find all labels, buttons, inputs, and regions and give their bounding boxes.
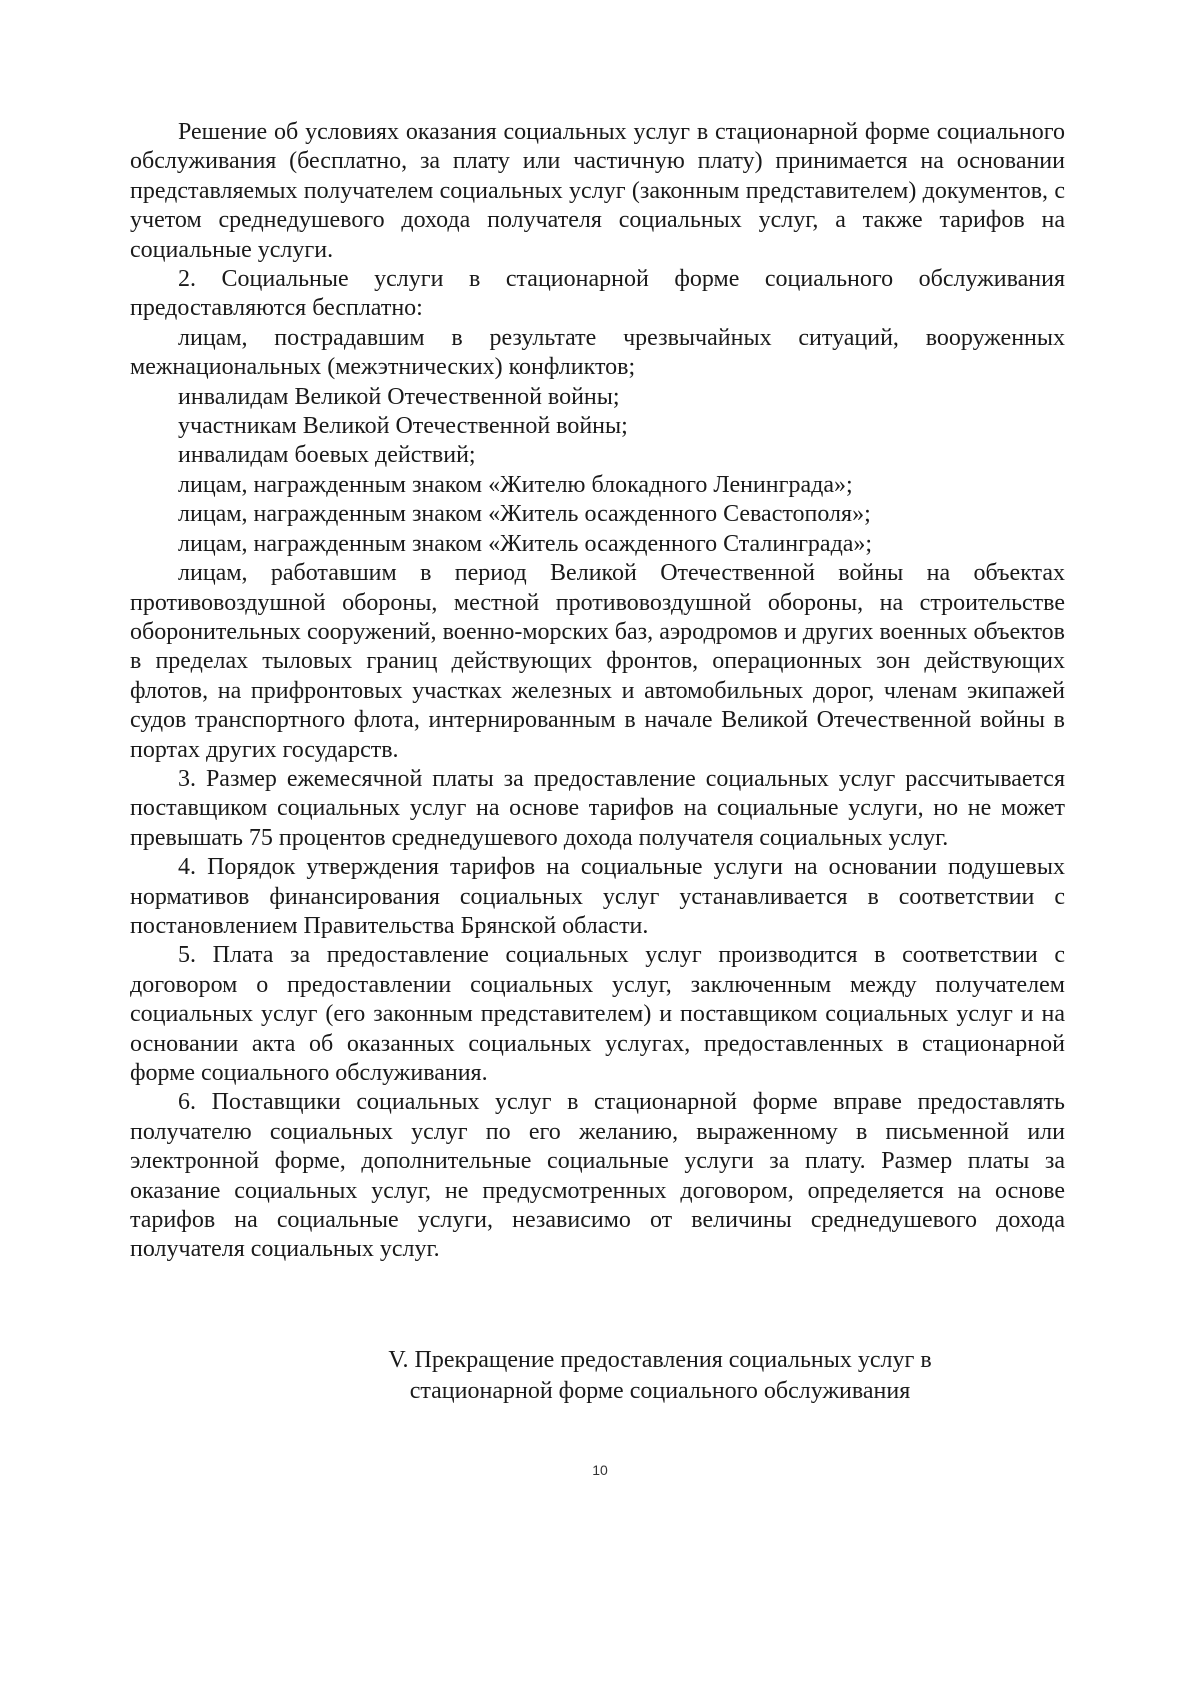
paragraph-item-4: 4. Порядок утверждения тарифов на социальные услуги на основании подушевых нормативов финансирования социальных услуг устанавливается в соответствии с постановлением Правительства Брянской области.: [130, 854, 1065, 939]
list-item: инвалидам боевых действий;: [178, 442, 476, 469]
list-item: лицам, награжденным знаком «Житель осажденного Сталинграда»;: [178, 530, 873, 557]
paragraph-item-5: 5. Плата за предоставление социальных услуг производится в соответствии с договором о предоставлении социальных услуг, заключенным между получателем социальных услуг (его законным представителем) и поставщиком социальных услуг и на основании акта об оказанных социальных услугах, предоставленных в стационарной форме социального обслуживания.: [130, 942, 1065, 1086]
paragraph-item-2: 2. Социальные услуги в стационарной форме социального обслуживания предоставляются бесплатно:: [130, 266, 1065, 322]
list-item: инвалидам Великой Отечественной войны;: [178, 383, 620, 410]
paragraph-decision-conditions: Решение об условиях оказания социальных услуг в стационарной форме социального обслуживания (бесплатно, за плату или частичную плату) принимается на основании представляемых получателем социальных услуг (законным представителем) документов, с учетом среднедушевого дохода получателя социальных услуг, а также тарифов на социальные услуги.: [130, 119, 1065, 263]
section-heading: [300, 1345, 1020, 1407]
section-heading-line-2: стационарной форме социального обслуживания: [409, 1378, 911, 1404]
paragraph-item-3: 3. Размер ежемесячной платы за предоставление социальных услуг рассчитывается поставщиком социальных услуг на основе тарифов на социальные услуги, но не может превышать 75 процентов среднедушевого дохода получателя социальных услуг.: [130, 765, 1065, 851]
list-item: лицам, награжденным знаком «Житель осажденного Севастополя»;: [178, 501, 871, 528]
list-item: лицам, награжденным знаком «Жителю блокадного Ленинграда»;: [178, 471, 853, 498]
list-item: участникам Великой Отечественной войны;: [178, 413, 628, 440]
page-number: 10: [592, 1462, 608, 1478]
list-item: лицам, работавшим в период Великой Отечественной войны на объектах противовоздушной обороны, местной противовоздушной обороны, на строительстве оборонительных сооружений, военно-морских баз, аэродромов и других военных объектов в пределах тыловых границ действующих фронтов, операционных зон действующих флотов, на прифронтовых участках железных и автомобильных дорог, членам экипажей судов транспортного флота, интернированным в начале Великой Отечественной войны в портах других государств.: [130, 560, 1065, 763]
paragraph-item-6: 6. Поставщики социальных услуг в стационарной форме вправе предоставлять получателю социальных услуг по его желанию, выраженному в письменной или электронной форме, дополнительные социальные услуги за плату. Размер платы за оказание социальных услуг, не предусмотренных договором, определяется на основе тарифов на социальные услуги, независимо от величины среднедушевого дохода получателя социальных услуг.: [130, 1089, 1065, 1263]
list-item: лицам, пострадавшим в результате чрезвычайных ситуаций, вооруженных межнациональных (межэтнических) конфликтов;: [130, 324, 1065, 381]
document-body: [130, 118, 1065, 1265]
section-heading-line-1: V. Прекращение предоставления социальных услуг в: [388, 1347, 932, 1373]
